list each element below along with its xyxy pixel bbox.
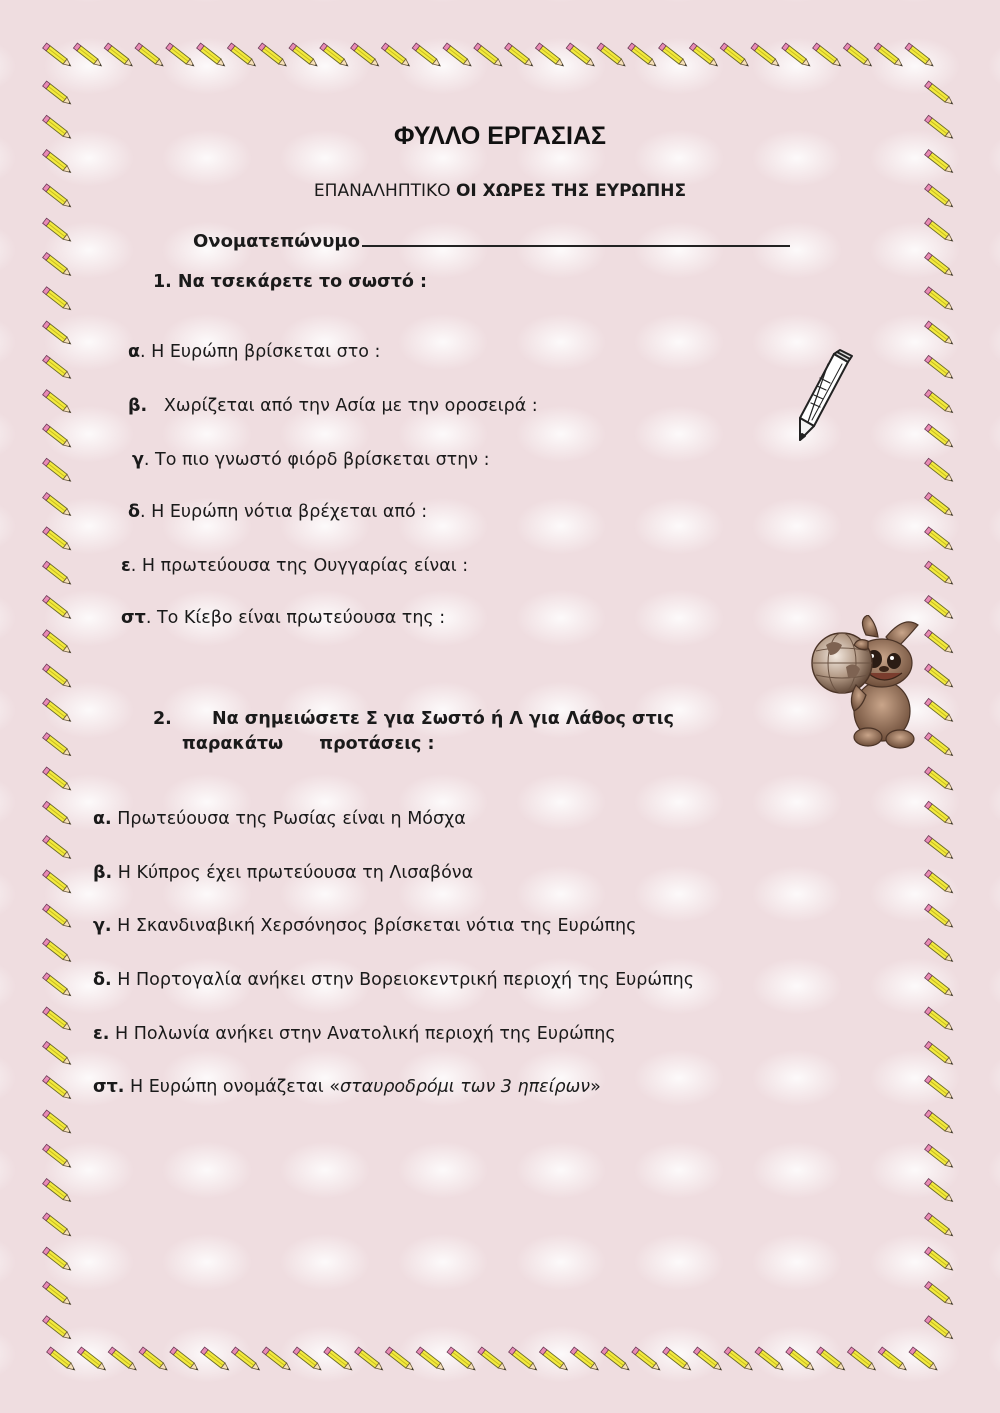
item-text: . Η Ευρώπη βρίσκεται στο : — [140, 342, 381, 362]
item-letter: δ — [128, 502, 141, 522]
item-text: Η Πορτογαλία ανήκει στην Βορειοκεντρική περιοχή της Ευρώπης — [117, 970, 694, 990]
section2-item — [93, 916, 636, 936]
item-text: Η Κύπρος έχει πρωτεύουσα τη Λισαβόνα — [117, 863, 474, 883]
section1-number: 1. — [153, 272, 172, 292]
section2-item — [93, 1024, 616, 1044]
quote-open: « — [329, 1077, 341, 1097]
item-letter: α — [128, 342, 141, 362]
item-text: Πρωτεύουσα της Ρωσίας είναι η Μόσχα — [117, 809, 466, 829]
section2-heading-line1: Να σημειώσετε Σ για Σωστό ή Λ για Λάθος στις — [212, 709, 674, 729]
section2-item — [93, 863, 473, 883]
section2-number: 2. — [153, 709, 172, 729]
item-letter: β. — [93, 863, 113, 883]
item-letter: ε — [121, 556, 131, 576]
section2-item — [93, 970, 694, 990]
item-letter: στ — [121, 608, 146, 628]
item-text: . Το πιο γνωστό φιόρδ βρίσκεται στην : — [143, 450, 490, 470]
section2-heading-line2 — [153, 732, 773, 757]
item-letter: ε. — [93, 1024, 110, 1044]
item-text: . Η πρωτεύουσα της Ουγγαρίας είναι : — [130, 556, 469, 576]
name-blank-line[interactable] — [362, 227, 790, 247]
item-letter: στ. — [93, 1077, 125, 1097]
item-text: . Η Ευρώπη νότια βρέχεται από : — [140, 502, 428, 522]
name-label: Ονοματεπώνυμο — [193, 231, 360, 252]
item-text: . Το Κίεβο είναι πρωτεύουσα της : — [145, 608, 446, 628]
section1-item — [132, 450, 490, 470]
section1-heading — [153, 272, 427, 292]
section1-item — [128, 396, 538, 416]
item-letter: γ. — [93, 916, 112, 936]
item-text: Η Πολωνία ανήκει στην Ανατολική περιοχή της Ευρώπης — [114, 1024, 616, 1044]
subtitle — [0, 181, 1000, 201]
page-title: ΦΥΛΛΟ ΕΡΓΑΣΙΑΣ — [393, 122, 606, 150]
name-field — [193, 227, 790, 252]
section1-item — [121, 556, 468, 576]
section1-item — [128, 342, 380, 362]
item-letter: δ. — [93, 970, 112, 990]
section1-item — [128, 502, 427, 522]
section2-heading-part: παρακάτω — [182, 734, 284, 754]
quote-close: » — [590, 1077, 601, 1097]
item-letter: α. — [93, 809, 112, 829]
subtitle-prefix: ΕΠΑΝΑΛΗΠΤΙΚΟ — [313, 181, 451, 201]
subtitle-topic: ΟΙ ΧΩΡΕΣ ΤΗΣ ΕΥΡΩΠΗΣ — [455, 181, 687, 201]
section2-heading — [153, 707, 773, 757]
section2-item — [93, 809, 466, 829]
pencil-drawing-icon — [790, 348, 856, 444]
section2-item — [93, 1077, 601, 1097]
item-italic-text: σταυροδρόμι των 3 ηπείρων — [340, 1077, 591, 1097]
section1-heading-text: Να τσεκάρετε το σωστό : — [177, 272, 427, 292]
character-with-globe-icon — [808, 615, 920, 751]
item-text: Η Ευρώπη ονομάζεται — [130, 1077, 324, 1097]
section1-item — [121, 608, 445, 628]
item-text: Χωρίζεται από την Ασία με την οροσειρά : — [163, 396, 538, 416]
item-letter: β. — [128, 396, 148, 416]
item-text: Η Σκανδιναβική Χερσόνησος βρίσκεται νότια της Ευρώπης — [117, 916, 637, 936]
section2-heading-part: προτάσεις : — [319, 734, 435, 754]
item-letter: γ — [132, 450, 144, 470]
